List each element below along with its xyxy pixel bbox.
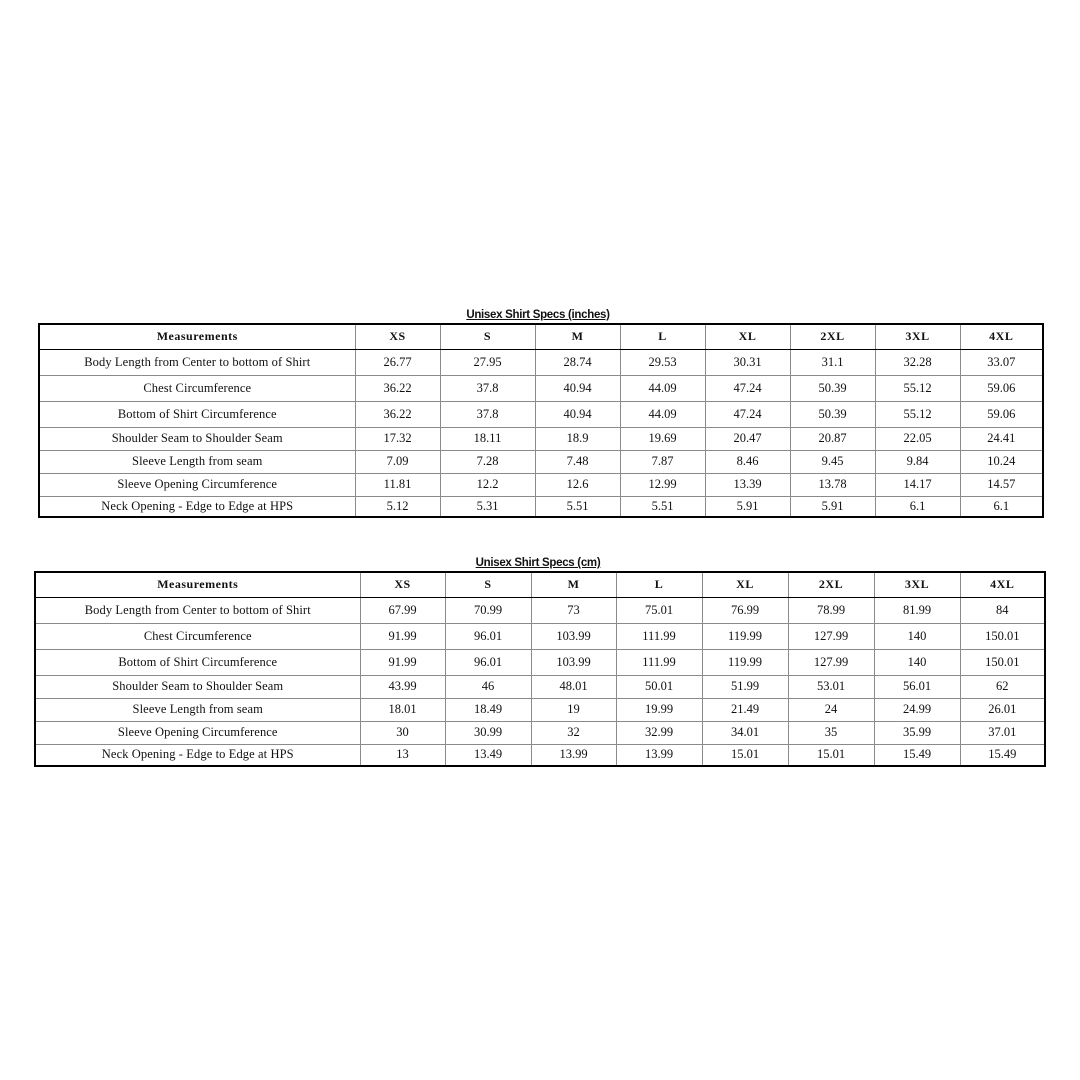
cell-value: 59.06	[960, 375, 1043, 401]
cell-value: 48.01	[531, 675, 616, 698]
cell-value: 44.09	[620, 375, 705, 401]
cell-value: 12.99	[620, 473, 705, 496]
cell-value: 78.99	[788, 597, 874, 623]
cell-value: 12.6	[535, 473, 620, 496]
cell-value: 28.74	[535, 349, 620, 375]
cell-value: 40.94	[535, 375, 620, 401]
cell-value: 40.94	[535, 401, 620, 427]
row-label: Sleeve Length from seam	[39, 450, 355, 473]
cell-value: 50.39	[790, 375, 875, 401]
header-size-3xl: 3XL	[875, 324, 960, 349]
table-row	[39, 427, 1043, 450]
row-label: Sleeve Opening Circumference	[35, 721, 360, 744]
cell-value: 44.09	[620, 401, 705, 427]
cell-value: 18.9	[535, 427, 620, 450]
header-size-3xl: 3XL	[874, 572, 960, 597]
cell-value: 24.41	[960, 427, 1043, 450]
cell-value: 140	[874, 623, 960, 649]
cell-value: 62	[960, 675, 1045, 698]
table-row	[35, 649, 1045, 675]
cell-value: 111.99	[616, 623, 702, 649]
table-row	[39, 496, 1043, 517]
cell-value: 84	[960, 597, 1045, 623]
cell-value: 150.01	[960, 649, 1045, 675]
cell-value: 36.22	[355, 375, 440, 401]
cell-value: 43.99	[360, 675, 445, 698]
row-label: Body Length from Center to bottom of Shirt	[39, 349, 355, 375]
cell-value: 19.99	[616, 698, 702, 721]
cell-value: 21.49	[702, 698, 788, 721]
row-label: Bottom of Shirt Circumference	[35, 649, 360, 675]
cell-value: 119.99	[702, 623, 788, 649]
cell-value: 26.77	[355, 349, 440, 375]
cell-value: 22.05	[875, 427, 960, 450]
cell-value: 10.24	[960, 450, 1043, 473]
table-row	[35, 597, 1045, 623]
cell-value: 119.99	[702, 649, 788, 675]
cell-value: 67.99	[360, 597, 445, 623]
cell-value: 50.01	[616, 675, 702, 698]
cell-value: 55.12	[875, 401, 960, 427]
spec-table-inches	[38, 307, 1042, 518]
cell-value: 14.17	[875, 473, 960, 496]
cell-value: 15.01	[702, 744, 788, 766]
cell-value: 50.39	[790, 401, 875, 427]
cell-value: 12.2	[440, 473, 535, 496]
cell-value: 51.99	[702, 675, 788, 698]
cell-value: 17.32	[355, 427, 440, 450]
header-size-s: S	[440, 324, 535, 349]
cell-value: 29.53	[620, 349, 705, 375]
table-row	[39, 401, 1043, 427]
cell-value: 37.8	[440, 375, 535, 401]
cell-value: 5.31	[440, 496, 535, 517]
cell-value: 7.28	[440, 450, 535, 473]
cell-value: 47.24	[705, 375, 790, 401]
cell-value: 13.78	[790, 473, 875, 496]
row-label: Sleeve Length from seam	[35, 698, 360, 721]
table-row	[35, 698, 1045, 721]
row-label: Chest Circumference	[35, 623, 360, 649]
cell-value: 30	[360, 721, 445, 744]
header-size-4xl: 4XL	[960, 572, 1045, 597]
cell-value: 5.91	[790, 496, 875, 517]
header-size-2xl: 2XL	[788, 572, 874, 597]
header-row	[35, 572, 1045, 597]
cell-value: 7.87	[620, 450, 705, 473]
cell-value: 55.12	[875, 375, 960, 401]
cell-value: 103.99	[531, 623, 616, 649]
table-row	[39, 473, 1043, 496]
cell-value: 9.45	[790, 450, 875, 473]
cell-value: 6.1	[960, 496, 1043, 517]
cell-value: 32.28	[875, 349, 960, 375]
cell-value: 76.99	[702, 597, 788, 623]
row-label: Neck Opening - Edge to Edge at HPS	[35, 744, 360, 766]
cell-value: 47.24	[705, 401, 790, 427]
header-size-xl: XL	[705, 324, 790, 349]
cell-value: 26.01	[960, 698, 1045, 721]
cell-value: 75.01	[616, 597, 702, 623]
size-table	[34, 571, 1046, 767]
cell-value: 24	[788, 698, 874, 721]
header-row	[39, 324, 1043, 349]
cell-value: 15.49	[960, 744, 1045, 766]
cell-value: 91.99	[360, 623, 445, 649]
cell-value: 70.99	[445, 597, 531, 623]
cell-value: 127.99	[788, 623, 874, 649]
cell-value: 53.01	[788, 675, 874, 698]
header-size-l: L	[616, 572, 702, 597]
header-measurements: Measurements	[39, 324, 355, 349]
header-size-m: M	[535, 324, 620, 349]
cell-value: 32.99	[616, 721, 702, 744]
cell-value: 13.39	[705, 473, 790, 496]
cell-value: 96.01	[445, 623, 531, 649]
header-size-l: L	[620, 324, 705, 349]
cell-value: 18.01	[360, 698, 445, 721]
cell-value: 111.99	[616, 649, 702, 675]
cell-value: 5.51	[620, 496, 705, 517]
cell-value: 20.87	[790, 427, 875, 450]
cell-value: 30.31	[705, 349, 790, 375]
cell-value: 140	[874, 649, 960, 675]
row-label: Neck Opening - Edge to Edge at HPS	[39, 496, 355, 517]
cell-value: 15.01	[788, 744, 874, 766]
cell-value: 6.1	[875, 496, 960, 517]
cell-value: 59.06	[960, 401, 1043, 427]
cell-value: 19	[531, 698, 616, 721]
row-label: Sleeve Opening Circumference	[39, 473, 355, 496]
cell-value: 18.11	[440, 427, 535, 450]
cell-value: 34.01	[702, 721, 788, 744]
cell-value: 73	[531, 597, 616, 623]
size-table	[38, 323, 1044, 518]
cell-value: 20.47	[705, 427, 790, 450]
cell-value: 36.22	[355, 401, 440, 427]
cell-value: 13.99	[531, 744, 616, 766]
cell-value: 103.99	[531, 649, 616, 675]
cell-value: 7.09	[355, 450, 440, 473]
cell-value: 32	[531, 721, 616, 744]
row-label: Body Length from Center to bottom of Shirt	[35, 597, 360, 623]
table-title: Unisex Shirt Specs (inches)	[466, 309, 610, 321]
cell-value: 56.01	[874, 675, 960, 698]
cell-value: 37.8	[440, 401, 535, 427]
cell-value: 46	[445, 675, 531, 698]
cell-value: 5.51	[535, 496, 620, 517]
header-size-xl: XL	[702, 572, 788, 597]
cell-value: 13.49	[445, 744, 531, 766]
table-row	[35, 675, 1045, 698]
header-size-xs: XS	[355, 324, 440, 349]
cell-value: 150.01	[960, 623, 1045, 649]
cell-value: 35.99	[874, 721, 960, 744]
cell-value: 31.1	[790, 349, 875, 375]
cell-value: 15.49	[874, 744, 960, 766]
cell-value: 33.07	[960, 349, 1043, 375]
cell-value: 35	[788, 721, 874, 744]
header-size-s: S	[445, 572, 531, 597]
cell-value: 8.46	[705, 450, 790, 473]
table-row	[35, 623, 1045, 649]
cell-value: 81.99	[874, 597, 960, 623]
cell-value: 19.69	[620, 427, 705, 450]
cell-value: 7.48	[535, 450, 620, 473]
cell-value: 5.91	[705, 496, 790, 517]
row-label: Shoulder Seam to Shoulder Seam	[35, 675, 360, 698]
header-size-2xl: 2XL	[790, 324, 875, 349]
table-row	[39, 375, 1043, 401]
cell-value: 37.01	[960, 721, 1045, 744]
cell-value: 14.57	[960, 473, 1043, 496]
header-size-xs: XS	[360, 572, 445, 597]
header-measurements: Measurements	[35, 572, 360, 597]
header-size-4xl: 4XL	[960, 324, 1043, 349]
cell-value: 13	[360, 744, 445, 766]
row-label: Bottom of Shirt Circumference	[39, 401, 355, 427]
cell-value: 9.84	[875, 450, 960, 473]
row-label: Chest Circumference	[39, 375, 355, 401]
table-row	[39, 450, 1043, 473]
cell-value: 91.99	[360, 649, 445, 675]
cell-value: 24.99	[874, 698, 960, 721]
cell-value: 18.49	[445, 698, 531, 721]
table-row	[39, 349, 1043, 375]
cell-value: 11.81	[355, 473, 440, 496]
cell-value: 27.95	[440, 349, 535, 375]
cell-value: 13.99	[616, 744, 702, 766]
spec-table-cm	[34, 555, 1046, 767]
cell-value: 127.99	[788, 649, 874, 675]
table-title: Unisex Shirt Specs (cm)	[475, 557, 601, 569]
table-row	[35, 744, 1045, 766]
cell-value: 5.12	[355, 496, 440, 517]
table-row	[35, 721, 1045, 744]
cell-value: 96.01	[445, 649, 531, 675]
header-size-m: M	[531, 572, 616, 597]
cell-value: 30.99	[445, 721, 531, 744]
row-label: Shoulder Seam to Shoulder Seam	[39, 427, 355, 450]
